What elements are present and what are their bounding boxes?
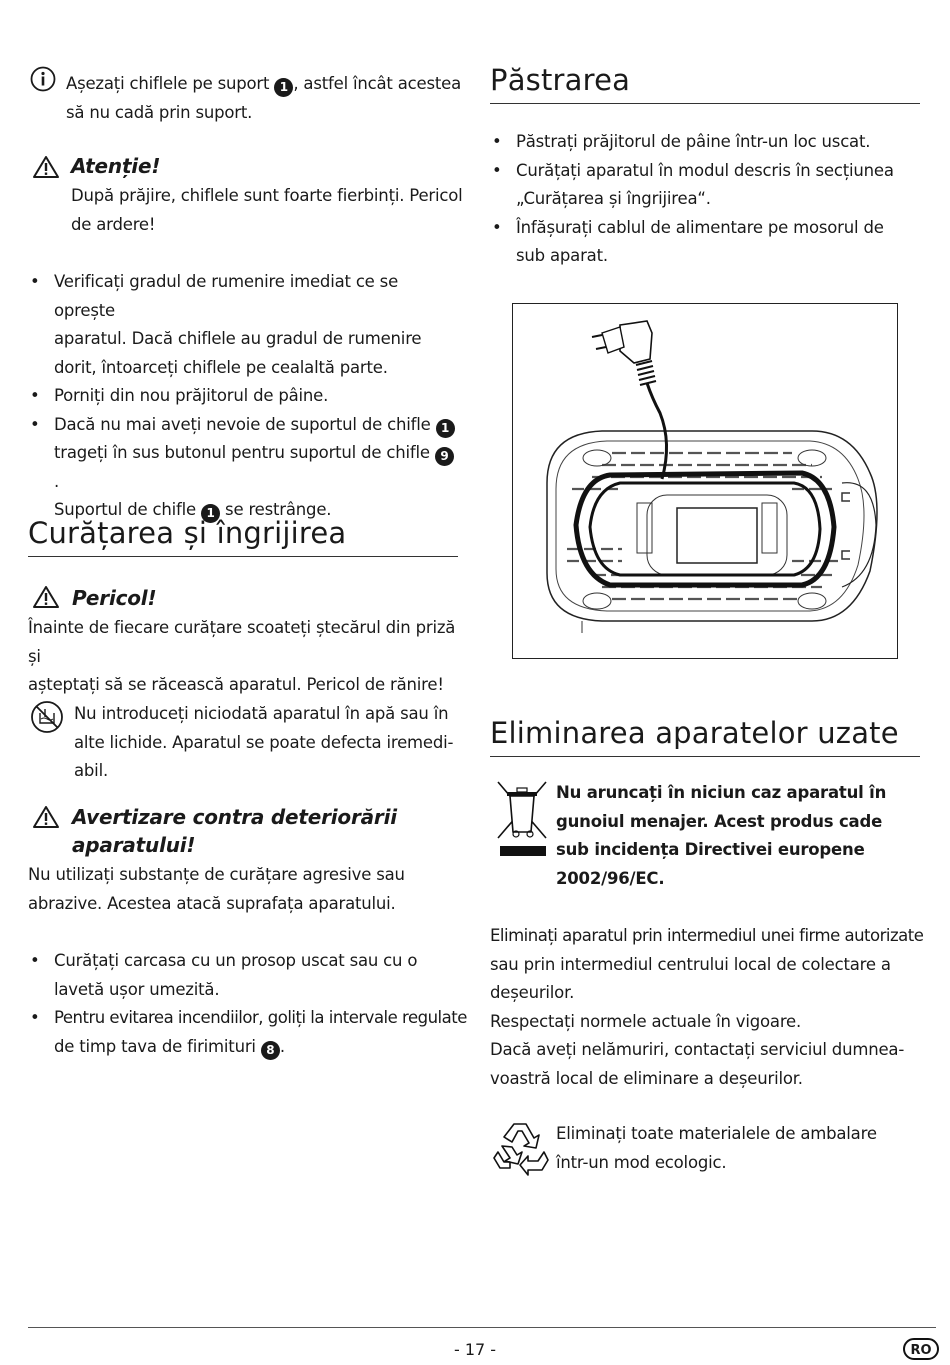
damage-title-wrap: Avertizare contra deteriorării aparatului! — [72, 805, 397, 857]
warning-triangle-icon — [32, 805, 60, 829]
toaster-cord-illustration — [512, 303, 898, 659]
section-title-storage: Păstrarea — [490, 61, 920, 104]
part-number-badge: 1 — [274, 78, 293, 97]
page-number: - 17 - — [453, 1340, 497, 1359]
weee-bin-icon — [496, 780, 548, 858]
recycle-note: Eliminați toate materialele de ambalare într-un mod ecologic. — [556, 1124, 877, 1172]
usage-bullet-list — [28, 268, 458, 525]
list-item: • Curățați carcasa cu un prosop uscat sau cu o lavetă ușor umezită. — [28, 947, 468, 1004]
warning-triangle-icon — [32, 585, 60, 609]
list-item: • Pentru evitarea incendiilor, goliți la intervale regulate de timp tava de firimituri 8 . — [28, 1004, 468, 1061]
part-number-badge: 8 — [261, 1041, 280, 1060]
footer-divider — [28, 1327, 936, 1328]
section-title-disposal: Eliminarea aparatelor uzate — [490, 714, 920, 757]
storage-bullet-list — [490, 128, 920, 271]
list-item: • Păstrați prăjitorul de pâine într-un loc uscat. — [490, 128, 920, 157]
warning-title: Atenție! — [71, 154, 161, 178]
no-water-icon — [30, 700, 64, 734]
part-number-badge: 1 — [436, 419, 455, 438]
danger-text: Înainte de fiecare curățare scoateți ștecărul din priză și așteptați să se răcească aparatul. Pericol de rănire! — [28, 618, 456, 694]
language-badge: RO — [903, 1338, 939, 1360]
info-icon — [30, 66, 56, 92]
part-number-badge: 9 — [435, 447, 454, 466]
list-item: • Curățați aparatul în modul descris în secțiunea „Curățarea și îngrijirea“. — [490, 157, 920, 214]
recycle-icon — [492, 1118, 550, 1176]
list-item: • Dacă nu mai aveți nevoie de suportul de chifle 1 trageți în sus butonul pentru suportul de chifle 9. Suportul de chifle 1 se restrânge. — [28, 411, 458, 525]
danger-title-wrap — [72, 584, 156, 612]
list-item: • Porniți din nou prăjitorul de pâine. — [28, 382, 458, 411]
part-number-badge: 1 — [201, 504, 220, 523]
damage-text: Nu utilizați substanțe de curățare agresive sau abrazive. Acestea atacă suprafața aparatului. — [28, 865, 405, 913]
list-item: • Verificați gradul de rumenire imediat ce se oprește aparatul. Dacă chiflele au gradul de rumenire dorit, întoarceți chiflele pe cealaltă parte. — [28, 268, 458, 382]
cleaning-bullet-list — [28, 947, 468, 1061]
disposal-text: Eliminați aparatul prin intermediul unei firme autorizate sau prin intermediul centrului local de colectare a deșeurilor. Respectați normele actuale în vigoare. Dacă aveți nelămuriri, contactați serviciul dumnea- voastră local de eliminare a deșeurilor. — [490, 926, 924, 1088]
no-water-note: Nu introduceți niciodată aparatul în apă sau în alte lichide. Aparatul se poate defecta iremedi- abil. — [74, 704, 454, 780]
warning-attention: Atenție! După prăjire, chiflele sunt foarte fierbinți. Pericol de ardere! — [71, 152, 471, 239]
info-note: Așezați chiflele pe suport 1 , astfel încât acestea să nu cadă prin suport. — [66, 74, 462, 122]
danger-title: Pericol! — [72, 586, 157, 610]
warning-triangle-icon — [32, 155, 60, 179]
section-title-cleaning: Curățarea și îngrijirea — [28, 514, 458, 557]
list-item: • Înfășurați cablul de alimentare pe mosorul de sub aparat. — [490, 214, 920, 271]
weee-notice: Nu aruncați în niciun caz aparatul în gunoiul menajer. Acest produs cade sub incidența Directivei europene 2002/96/EC. — [556, 783, 887, 888]
